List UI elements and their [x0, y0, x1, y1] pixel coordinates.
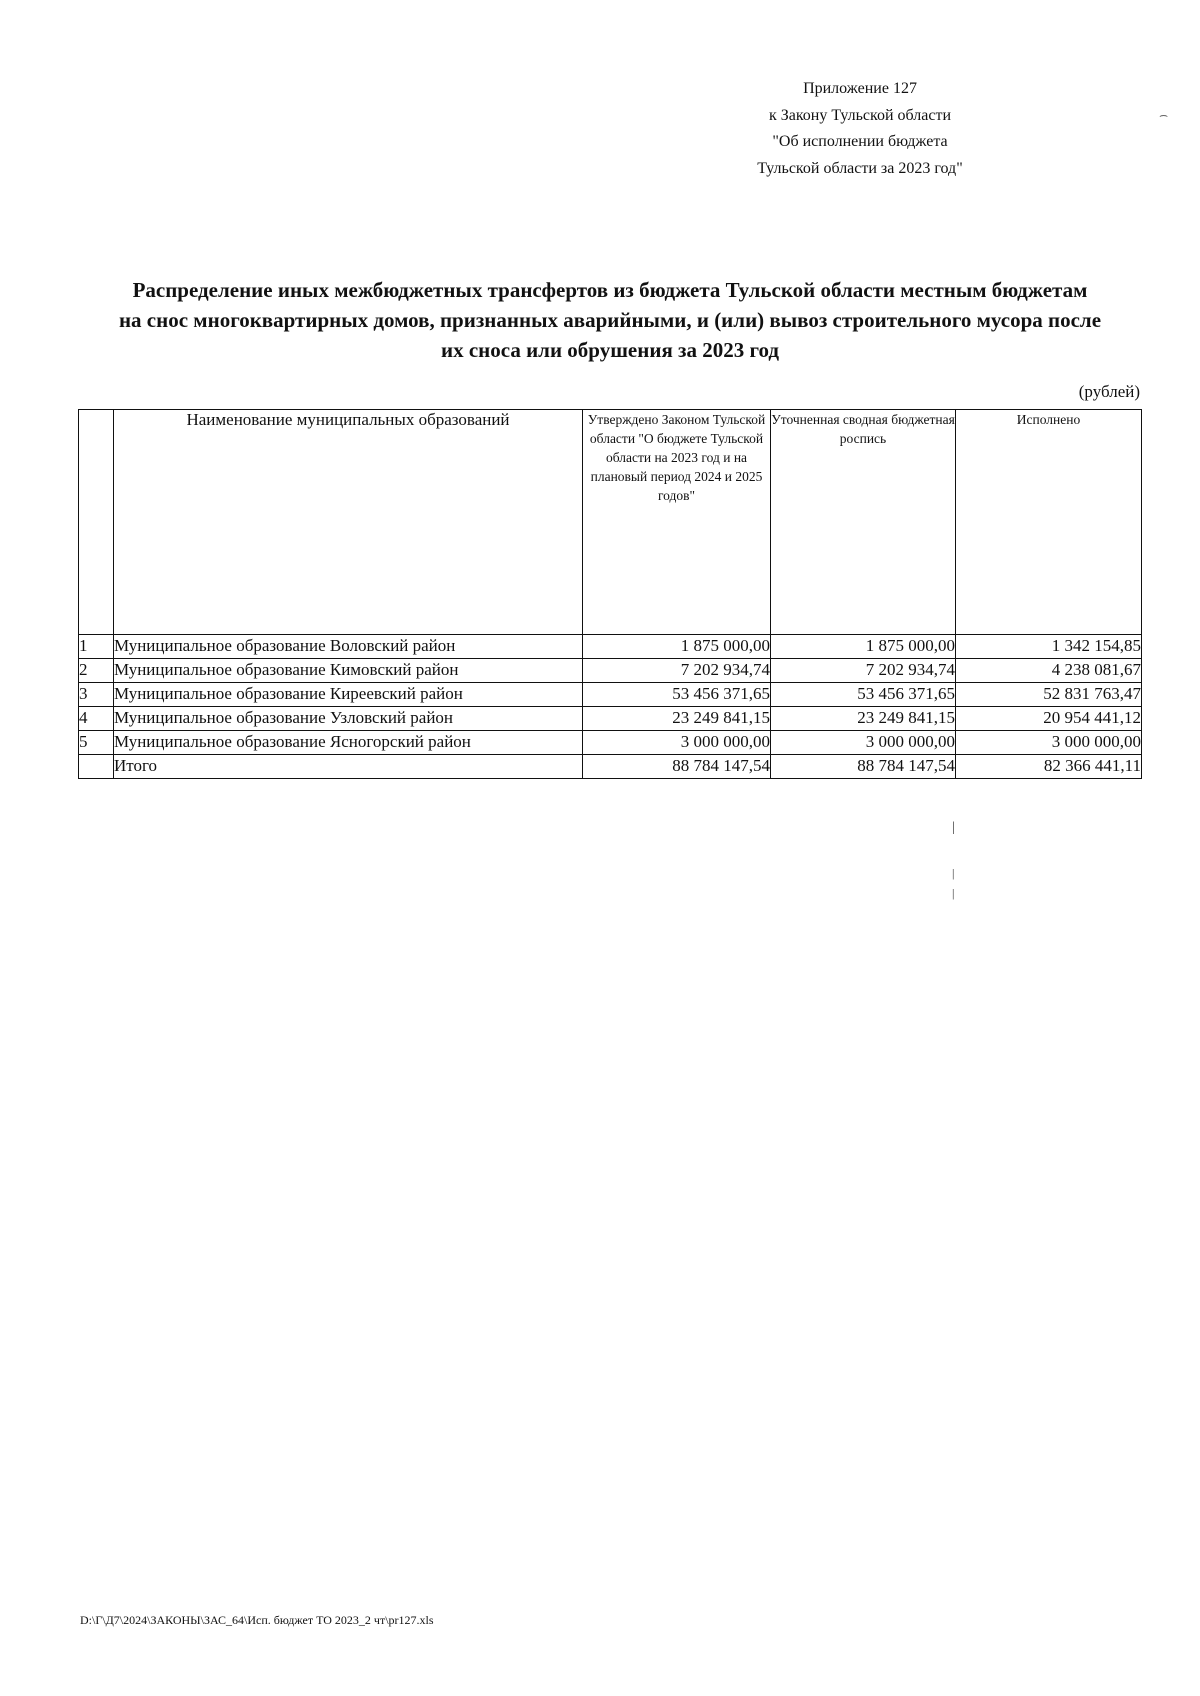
table-row	[79, 659, 1142, 683]
row-number: 1	[79, 635, 114, 659]
row-executed: 52 831 763,47	[956, 683, 1142, 707]
row-revised: 23 249 841,15	[771, 707, 956, 731]
header-approved: Утверждено Законом Тульской области "О бюджете Тульской области на 2023 год и на плановый период 2024 и 2025 годов"	[583, 410, 771, 635]
appendix-line: к Закону Тульской области	[768, 106, 952, 124]
row-approved: 53 456 371,65	[583, 683, 771, 707]
row-name: Муниципальное образование Узловский район	[114, 707, 583, 731]
appendix-line: Тульской области за 2023 год"	[757, 159, 963, 177]
table-row	[79, 683, 1142, 707]
row-approved: 3 000 000,00	[583, 731, 771, 755]
title-line: их сноса или обрушения за 2023 год	[440, 338, 780, 362]
row-name: Муниципальное образование Ясногорский район	[114, 731, 583, 755]
row-approved: 23 249 841,15	[583, 707, 771, 731]
appendix-line: Приложение 127	[803, 80, 917, 97]
table-row	[79, 731, 1142, 755]
row-number: 3	[79, 683, 114, 707]
scan-mark: |	[952, 886, 955, 900]
scan-mark: |	[952, 866, 955, 880]
row-number: 4	[79, 707, 114, 731]
row-number: 5	[79, 731, 114, 755]
row-number: 2	[79, 659, 114, 683]
row-executed: 20 954 441,12	[956, 707, 1142, 731]
total-number	[79, 755, 114, 779]
row-executed: 1 342 154,85	[956, 635, 1142, 659]
total-revised: 88 784 147,54	[771, 755, 956, 779]
row-executed: 4 238 081,67	[956, 659, 1142, 683]
scan-mark: |	[952, 820, 955, 835]
row-revised: 3 000 000,00	[771, 731, 956, 755]
table-row	[79, 707, 1142, 731]
header-revised: Уточненная сводная бюджетная роспись	[771, 410, 956, 635]
table-total-row	[79, 755, 1142, 779]
transfers-table	[78, 409, 1142, 779]
table-header-row	[79, 410, 1142, 635]
row-revised: 53 456 371,65	[771, 683, 956, 707]
appendix-block	[700, 76, 1020, 182]
row-revised: 1 875 000,00	[771, 635, 956, 659]
header-num	[79, 410, 114, 635]
total-executed: 82 366 441,11	[956, 755, 1142, 779]
document-title	[70, 275, 1150, 365]
table-row	[79, 635, 1142, 659]
total-approved: 88 784 147,54	[583, 755, 771, 779]
title-line: Распределение иных межбюджетных трансфертов из бюджета Тульской области местным бюджетам	[132, 278, 1088, 302]
row-revised: 7 202 934,74	[771, 659, 956, 683]
total-label: Итого	[114, 755, 583, 779]
units-label: (рублей)	[1078, 382, 1140, 401]
file-path-footer: D:\Г\Д7\2024\ЗАКОНЫ\ЗАС_64\Исп. бюджет ТО 2023_2 чт\pr127.xls	[80, 1613, 434, 1627]
appendix-line: "Об исполнении бюджета	[772, 133, 948, 150]
row-executed: 3 000 000,00	[956, 731, 1142, 755]
row-approved: 7 202 934,74	[583, 659, 771, 683]
row-name: Муниципальное образование Воловский район	[114, 635, 583, 659]
row-approved: 1 875 000,00	[583, 635, 771, 659]
header-name: Наименование муниципальных образований	[114, 410, 583, 635]
row-name: Муниципальное образование Киреевский район	[114, 683, 583, 707]
row-name: Муниципальное образование Кимовский район	[114, 659, 583, 683]
header-executed: Исполнено	[956, 410, 1142, 635]
title-line: на снос многоквартирных домов, признанных аварийными, и (или) вывоз строительного мусора после	[118, 308, 1102, 332]
